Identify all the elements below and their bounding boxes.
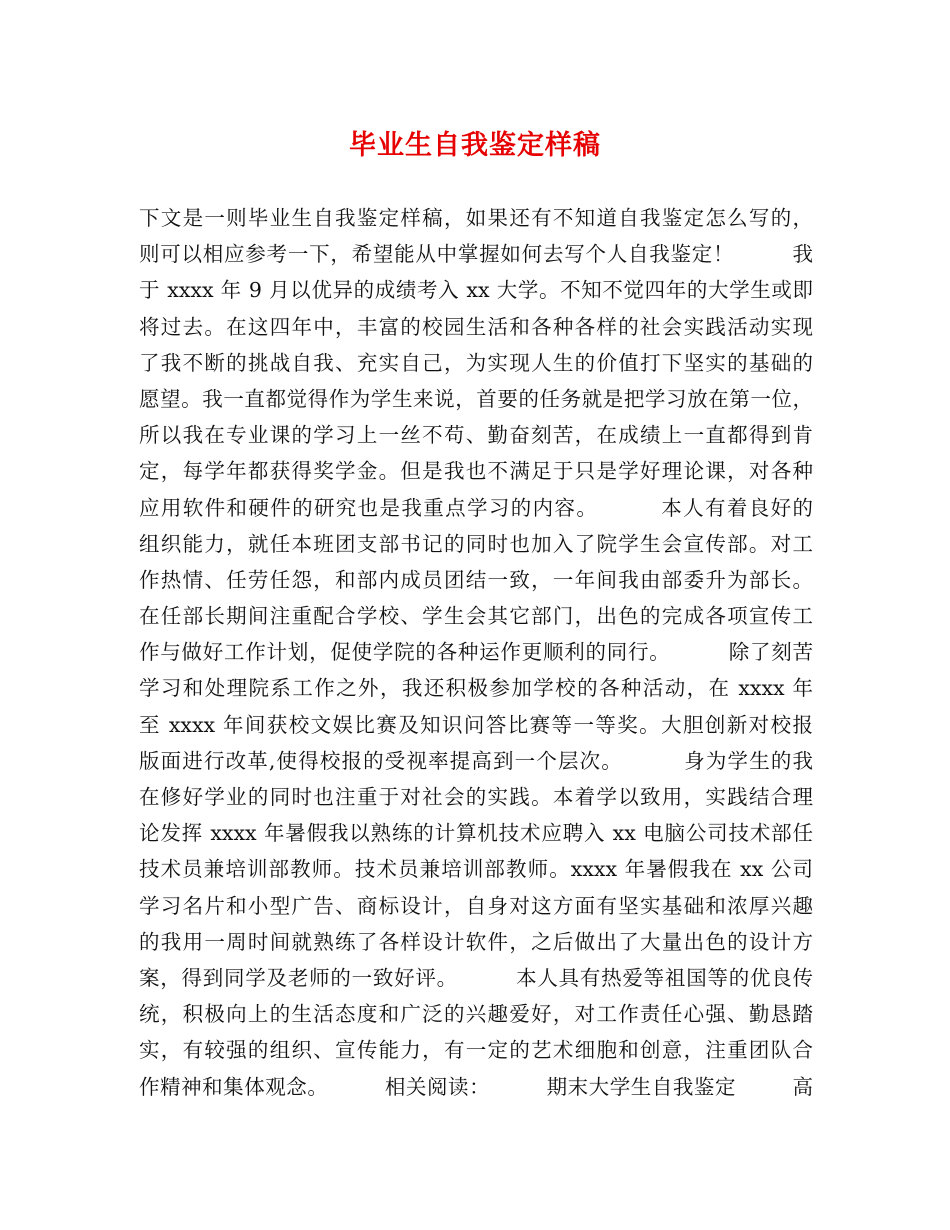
text-line: 将过去。在这四年中，丰富的校园生活和各种各样的社会实践活动实现 <box>139 314 813 339</box>
text-line: 下文是一则毕业生自我鉴定样稿，如果还有不知道自我鉴定怎么写的， <box>139 206 813 230</box>
text-line: 案，得到同学及老师的一致好评。 本人具有热爱等祖国等的优良传 <box>139 965 813 990</box>
text-line: 组织能力，就任本班团支部书记的同时也加入了院学生会宣传部。对工 <box>139 531 813 556</box>
text-line: 定，每学年都获得奖学金。但是我也不满足于只是学好理论课，对各种 <box>139 459 813 484</box>
document-body <box>139 200 813 1105</box>
text-line: 愿望。我一直都觉得作为学生来说，首要的任务就是把学习放在第一位， <box>139 386 813 411</box>
text-line: 学习和处理院系工作之外，我还积极参加学校的各种活动，在 xxxx 年 <box>139 676 813 701</box>
text-line: 应用软件和硬件的研究也是我重点学习的内容。 本人有着良好的 <box>139 495 813 520</box>
text-line: 技术员兼培训部教师。技术员兼培训部教师。xxxx 年暑假我在 xx 公司 <box>139 857 813 882</box>
text-line: 作精神和集体观念。 相关阅读： 期末大学生自我鉴定 高 <box>139 1074 813 1099</box>
text-line: 于 xxxx 年 9 月以优异的成绩考入 xx 大学。不知不觉四年的大学生或即 <box>139 278 813 303</box>
text-line: 作热情、任劳任怨，和部内成员团结一致，一年间我由部委升为部长。 <box>139 567 813 592</box>
text-line: 的我用一周时间就熟练了各样设计软件，之后做出了大量出色的设计方 <box>139 929 813 954</box>
text-line: 至 xxxx 年间获校文娱比赛及知识问答比赛等一等奖。大胆创新对校报 <box>139 712 813 737</box>
text-line: 版面进行改革,使得校报的受视率提高到一个层次。 身为学生的我 <box>139 748 813 773</box>
text-line: 在任部长期间注重配合学校、学生会其它部门，出色的完成各项宣传工 <box>139 604 813 629</box>
text-line: 实，有较强的组织、宣传能力，有一定的艺术细胞和创意，注重团队合 <box>139 1038 813 1063</box>
text-line: 则可以相应参考一下，希望能从中掌握如何去写个人自我鉴定！ 我 <box>139 242 813 267</box>
text-line: 了我不断的挑战自我、充实自己，为实现人生的价值打下坚实的基础的 <box>139 350 813 375</box>
text-line: 论发挥 xxxx 年暑假我以熟练的计算机技术应聘入 xx 电脑公司技术部任 <box>139 821 813 846</box>
text-line: 统，积极向上的生活态度和广泛的兴趣爱好，对工作责任心强、勤恳踏 <box>139 1002 813 1027</box>
text-line: 在修好学业的同时也注重于对社会的实践。本着学以致用，实践结合理 <box>139 785 813 809</box>
text-line: 所以我在专业课的学习上一丝不苟、勤奋刻苦，在成绩上一直都得到肯 <box>139 423 813 448</box>
page-title: 毕业生自我鉴定样稿 <box>349 130 601 161</box>
text-line: 学习名片和小型广告、商标设计，自身对这方面有坚实基础和浓厚兴趣 <box>139 893 813 918</box>
text-line: 作与做好工作计划，促使学院的各种运作更顺利的同行。 除了刻苦 <box>139 640 813 665</box>
